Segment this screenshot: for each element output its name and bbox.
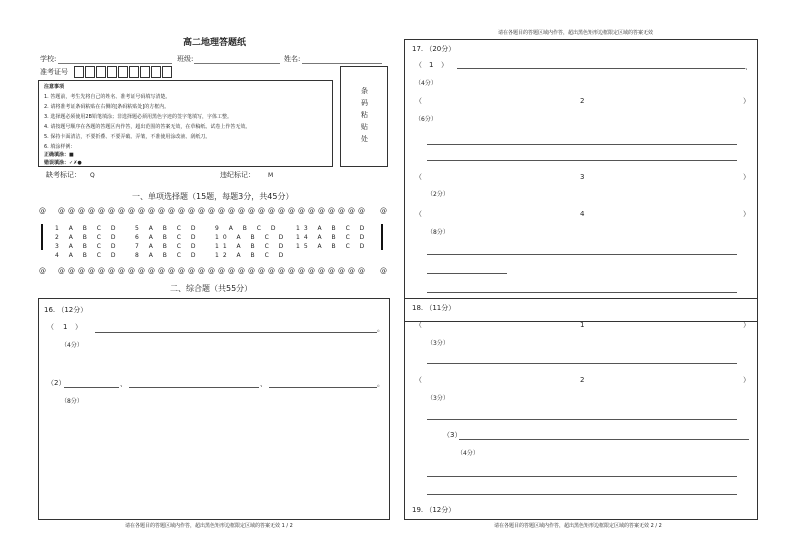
name-label: 姓名:	[284, 55, 301, 63]
score-label: （4分）	[61, 342, 83, 349]
q19-header: 19. （12分）	[412, 506, 456, 514]
section1-title: 一、单项选择题（15题，每题3分，共45分）	[132, 192, 294, 201]
answer-line[interactable]	[427, 273, 507, 274]
answer-line[interactable]	[269, 387, 377, 388]
punctuation: 。	[377, 325, 384, 333]
paren-close: ）	[441, 61, 448, 69]
q16-answer-box[interactable]	[38, 298, 390, 520]
answer-line[interactable]	[427, 254, 737, 255]
mc-row[interactable]: 15 A B C D	[296, 243, 369, 250]
mc-row[interactable]: 14 A B C D	[296, 234, 369, 241]
score-label: （6分）	[415, 116, 437, 123]
correct-fill-sample: ■	[69, 152, 74, 158]
paren-open: （	[415, 376, 422, 384]
school-label: 学校:	[40, 55, 57, 63]
answer-line[interactable]	[427, 419, 737, 420]
section2-title: 二、综合题（共55分）	[170, 284, 253, 293]
punctuation: 、	[745, 63, 752, 71]
exam-id-label: 准考证号	[40, 68, 68, 76]
mc-row[interactable]: 9 A B C D	[215, 225, 280, 232]
notes-box	[38, 80, 333, 167]
mc-row[interactable]: 6 A B C D	[135, 234, 200, 241]
part-number: 4	[580, 210, 585, 218]
score-label: （8分）	[61, 398, 83, 405]
mc-row[interactable]: 7 A B C D	[135, 243, 200, 250]
score-label: （8分）	[427, 229, 449, 236]
note-line: 6. 填涂样例：	[44, 144, 76, 150]
wrong-fill-sample: ✓✗●	[69, 160, 82, 166]
part-number: 2	[580, 376, 585, 384]
punctuation: 、	[260, 380, 267, 388]
barcode-char: 码	[361, 99, 368, 107]
notes-title: 注意事项	[44, 84, 65, 90]
note-line: 3. 选择题必须使用2B铅笔填涂；非选择题必须用黑色字迹的签字笔填写，字体工整。	[44, 114, 232, 120]
punctuation: 、	[120, 380, 127, 388]
answer-line[interactable]	[427, 292, 737, 293]
answer-line[interactable]	[95, 332, 377, 333]
part-number: 1	[429, 61, 434, 69]
mc-row[interactable]: 3 A B C D	[55, 243, 120, 250]
q17-answer-box[interactable]	[404, 39, 758, 322]
answer-line[interactable]	[427, 160, 737, 161]
q16-header: 16. （12分）	[44, 306, 88, 314]
class-field[interactable]	[194, 63, 280, 64]
mc-row[interactable]: 10 A B C D	[215, 234, 288, 241]
answer-line[interactable]	[459, 439, 749, 440]
answer-line[interactable]	[129, 387, 259, 388]
timing-bar-right	[381, 224, 383, 250]
paren-close: ）	[743, 210, 750, 218]
paren-open: （	[415, 97, 422, 105]
score-label: （4分）	[415, 80, 437, 87]
punctuation: 。	[377, 380, 384, 388]
answer-line[interactable]	[64, 387, 119, 388]
paren-open: （	[415, 210, 422, 218]
paren-close: ）	[743, 173, 750, 181]
violation-mark-box[interactable]: M	[268, 172, 274, 179]
mc-row[interactable]: 13 A B C D	[296, 225, 369, 232]
answer-line[interactable]	[427, 363, 737, 364]
score-label: （2分）	[427, 191, 449, 198]
mc-row[interactable]: 2 A B C D	[55, 234, 120, 241]
mc-row[interactable]: 4 A B C D	[55, 252, 120, 259]
mc-row[interactable]: 8 A B C D	[135, 252, 200, 259]
paren-close: ）	[743, 97, 750, 105]
note-line: 2. 请将准考证条码粘贴在右侧的[条码粘贴处]的方框内。	[44, 104, 170, 110]
page-title: 高二地理答题纸	[183, 38, 247, 48]
answer-line[interactable]	[427, 476, 737, 477]
score-label: （4分）	[457, 450, 479, 457]
note-line: 1. 答题前，考生先将自己的姓名、准考证号码填写清楚。	[44, 94, 171, 100]
absent-mark-box[interactable]: Q	[90, 172, 95, 179]
part-label: （3）	[443, 431, 462, 439]
barcode-char: 条	[361, 87, 368, 95]
score-label: （3分）	[427, 395, 449, 402]
paren-open: （	[415, 173, 422, 181]
paren-open: （	[47, 323, 54, 331]
part-number: 1	[580, 321, 585, 329]
paren-close: ）	[743, 376, 750, 384]
footer-left: 请在各题目的答题区域内作答，超出黑色矩形边框限定区域的答案无效 1 / 2	[125, 523, 293, 529]
mc-row[interactable]: 5 A B C D	[135, 225, 200, 232]
paren-close: ）	[743, 321, 750, 329]
q17-header: 17. （20分）	[412, 45, 456, 53]
part-number: 2	[580, 97, 585, 105]
wrong-fill-label: 错误填涂：	[44, 160, 70, 166]
q18-answer-box[interactable]	[404, 298, 758, 520]
correct-fill-label: 正确填涂：	[44, 152, 70, 158]
paren-open: （	[415, 61, 422, 69]
footer-right: 请在各题目的答题区域内作答，超出黑色矩形边框限定区域的答案无效 2 / 2	[494, 523, 662, 529]
barcode-char: 贴	[361, 123, 368, 131]
score-label: （3分）	[427, 340, 449, 347]
class-label: 班级:	[177, 55, 194, 63]
mc-row[interactable]: 12 A B C D	[215, 252, 288, 259]
barcode-char: 处	[361, 135, 368, 143]
violation-mark-label: 违纪标记：	[220, 171, 255, 179]
note-line: 4. 请按题号顺序在各题的答题区内作答，超出范围的答案无效，在草稿纸、试卷上作答无效。	[44, 124, 251, 130]
part-label: （2）	[47, 379, 66, 387]
mc-row[interactable]: 11 A B C D	[215, 243, 288, 250]
part-number: 1	[63, 323, 68, 331]
part-number: 3	[580, 173, 585, 181]
barcode-box	[340, 66, 388, 167]
top-note: 请在各题目的答题区域内作答，超出黑色矩形边框限定区域的答案无效	[498, 30, 654, 36]
answer-line[interactable]	[457, 68, 745, 69]
paren-open: （	[415, 321, 422, 329]
note-line: 5. 保持卡面清洁，不要折叠、不要弄破、弄皱，不准使用涂改液、刮纸刀。	[44, 134, 211, 140]
q18-header: 18. （11分）	[412, 304, 456, 312]
name-field[interactable]	[302, 63, 382, 64]
paren-close: ）	[75, 323, 82, 331]
answer-line[interactable]	[427, 494, 737, 495]
mc-row[interactable]: 1 A B C D	[55, 225, 120, 232]
absent-mark-label: 缺考标记：	[46, 171, 81, 179]
timing-bar-left	[41, 224, 43, 250]
barcode-char: 粘	[361, 111, 368, 119]
answer-line[interactable]	[427, 144, 737, 145]
school-field[interactable]	[58, 63, 172, 64]
